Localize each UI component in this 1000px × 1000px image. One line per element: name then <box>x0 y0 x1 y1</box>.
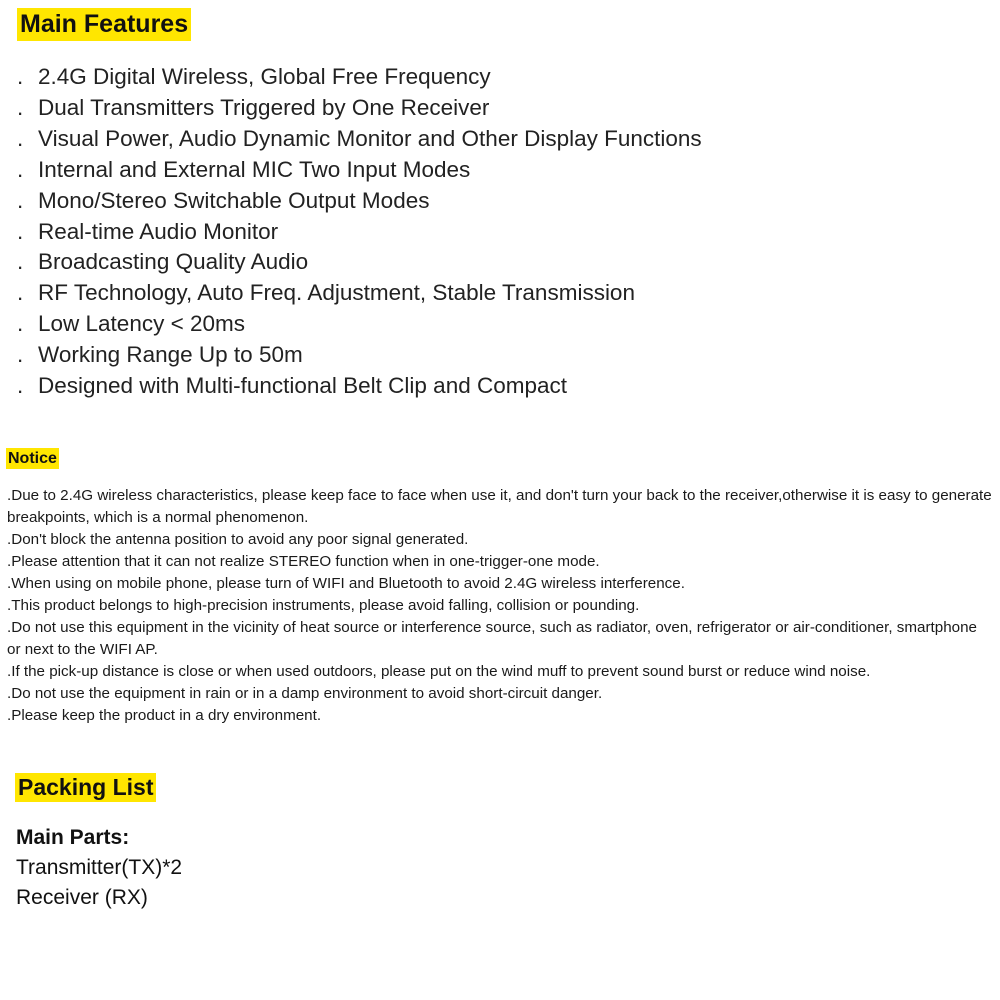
feature-item <box>17 186 702 217</box>
notice-item: .Due to 2.4G wireless characteristics, please keep face to face when use it, and don't turn your back to the receiver,otherwise it is easy to generate breakpoints, which is a normal phenomenon. <box>7 487 992 526</box>
feature-text: 2.4G Digital Wireless, Global Free Frequency <box>38 64 491 89</box>
notice-item: .Don't block the antenna position to avoid any poor signal generated. <box>7 531 469 548</box>
bullet: . <box>17 311 24 337</box>
feature-item <box>17 340 702 371</box>
feature-text: Visual Power, Audio Dynamic Monitor and Other Display Functions <box>38 125 702 151</box>
notice-item: .Please keep the product in a dry environment. <box>7 707 322 724</box>
feature-text: RF Technology, Auto Freq. Adjustment, Stable Transmission <box>38 280 635 306</box>
feature-item <box>17 371 702 402</box>
main-features-heading: Main Features <box>17 8 191 41</box>
notice-item: .This product belongs to high-precision instruments, please avoid falling, collision or pounding. <box>7 597 640 614</box>
feature-item <box>17 62 702 93</box>
notice-item: .Do not use this equipment in the vicinity of heat source or interference source, such as radiator, oven, refrigerator or air-conditioner, smartphone or next to the WIFI AP. <box>7 619 977 658</box>
notice-item: .Do not use the equipment in rain or in a damp environment to avoid short-circuit danger. <box>7 685 603 702</box>
bullet: . <box>17 156 24 182</box>
feature-text: Designed with Multi-functional Belt Clip and Compact <box>38 373 568 399</box>
feature-text: Internal and External MIC Two Input Modes <box>38 156 471 182</box>
feature-item <box>17 217 702 248</box>
packing-item: Receiver (RX) <box>16 886 148 909</box>
feature-item <box>17 93 702 124</box>
notice-body <box>7 485 993 727</box>
feature-item <box>17 278 702 309</box>
feature-item <box>17 124 702 155</box>
notice-item: .Please attention that it can not realize STEREO function when in one-trigger-one mode. <box>7 553 600 570</box>
feature-item <box>17 155 702 186</box>
bullet: . <box>17 64 24 89</box>
feature-text: Real-time Audio Monitor <box>38 218 279 244</box>
feature-item <box>17 247 702 278</box>
packing-item: Transmitter(TX)*2 <box>16 856 183 879</box>
bullet: . <box>17 125 24 151</box>
bullet: . <box>17 94 24 120</box>
feature-text: Low Latency < 20ms <box>38 311 245 337</box>
main-parts-section <box>16 823 182 913</box>
main-parts-label: Main Parts: <box>16 826 130 849</box>
notice-item: .If the pick-up distance is close or when used outdoors, please put on the wind muff to prevent sound burst or reduce wind noise. <box>7 663 871 680</box>
feature-text: Mono/Stereo Switchable Output Modes <box>38 187 430 213</box>
packing-list-heading: Packing List <box>15 773 156 802</box>
notice-item: .When using on mobile phone, please turn of WIFI and Bluetooth to avoid 2.4G wireless interference. <box>7 575 685 592</box>
bullet: . <box>17 249 24 275</box>
bullet: . <box>17 187 24 213</box>
feature-text: Dual Transmitters Triggered by One Receiver <box>38 94 490 120</box>
notice-heading: Notice <box>8 450 57 467</box>
bullet: . <box>17 218 24 244</box>
bullet: . <box>17 342 24 368</box>
feature-text: Working Range Up to 50m <box>38 342 303 368</box>
bullet: . <box>17 373 24 399</box>
feature-item <box>17 309 702 340</box>
feature-text: Broadcasting Quality Audio <box>38 249 309 275</box>
bullet: . <box>17 280 24 306</box>
main-features-list <box>17 62 702 402</box>
